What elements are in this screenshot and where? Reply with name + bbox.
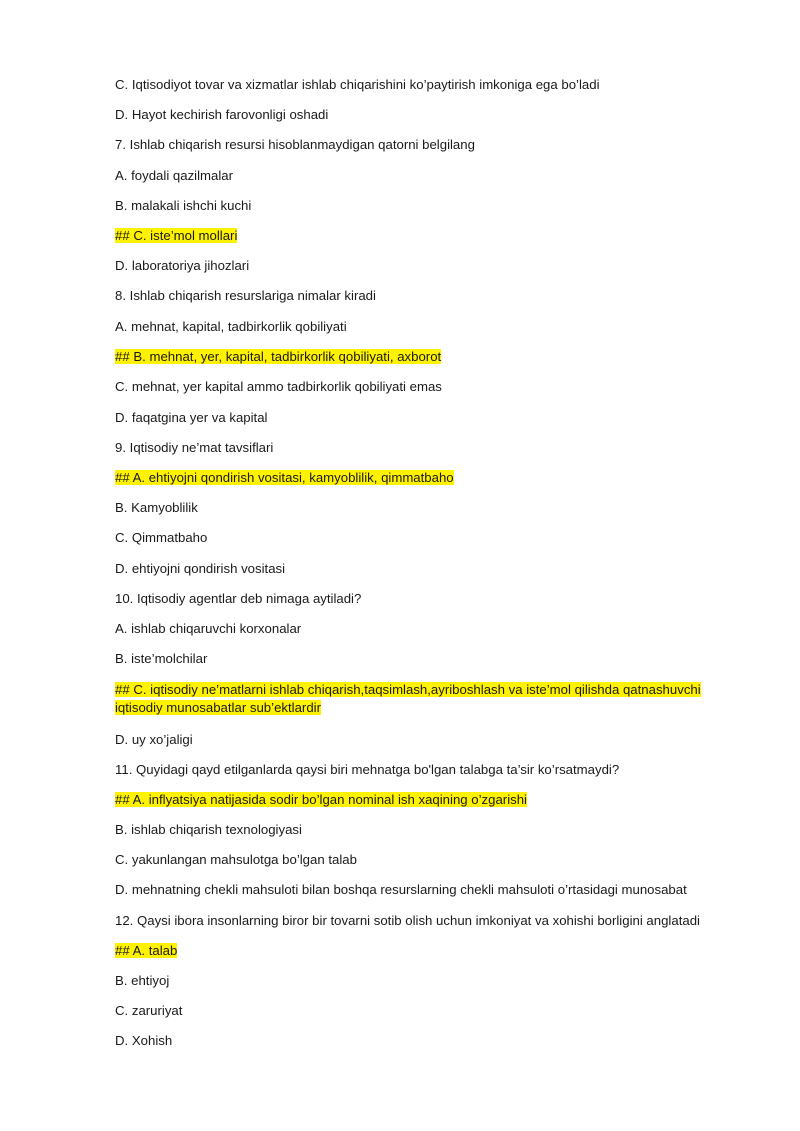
answer-option: C. zaruriyat — [115, 1003, 183, 1018]
answer-option: D. Hayot kechirish farovonligi oshadi — [115, 107, 329, 122]
answer-option: A. mehnat, kapital, tadbirkorlik qobiliyati — [115, 319, 347, 334]
answer-option: D. Xohish — [115, 1033, 173, 1048]
correct-answer: ## A. talab — [115, 943, 178, 958]
answer-option: C. Iqtisodiyot tovar va xizmatlar ishlab chiqarishini ko’paytirish imkoniga ega bo’ladi — [115, 77, 600, 92]
answer-option: A. foydali qazilmalar — [115, 168, 234, 183]
question-text: 8. Ishlab chiqarish resurslariga nimalar kiradi — [115, 288, 376, 303]
answer-option: D. mehnatning chekli mahsuloti bilan boshqa resurslarning chekli mahsuloti o’rtasidagi munosabat — [115, 882, 687, 897]
answer-option: C. mehnat, yer kapital ammo tadbirkorlik qobiliyati emas — [115, 379, 442, 394]
answer-option: D. laboratoriya jihozlari — [115, 258, 250, 273]
answer-option: A. ishlab chiqaruvchi korxonalar — [115, 621, 302, 636]
correct-answer: ## C. iqtisodiy ne’matlarni ishlab chiqarish,taqsimlash,ayriboshlash va iste’mol qilishda qatnashuvchi iqtisodiy munosabatlar sub’ektlardir — [115, 682, 701, 715]
answer-option: C. yakunlangan mahsulotga bo’lgan talab — [115, 852, 357, 867]
answer-option: B. iste’molchilar — [115, 651, 208, 666]
question-text: 9. Iqtisodiy ne’mat tavsiflari — [115, 440, 274, 455]
correct-answer: ## B. mehnat, yer, kapital, tadbirkorlik qobiliyati, axborot — [115, 349, 442, 364]
correct-answer: ## C. iste’mol mollari — [115, 228, 238, 243]
question-text: 11. Quyidagi qayd etilganlarda qaysi biri mehnatga bo'lgan talabga ta’sir ko’rsatmaydi? — [115, 762, 620, 777]
answer-option: B. ehtiyoj — [115, 973, 170, 988]
answer-option: C. Qimmatbaho — [115, 530, 208, 545]
answer-option: B. ishlab chiqarish texnologiyasi — [115, 822, 302, 837]
correct-answer: ## A. inflyatsiya natijasida sodir bo’lgan nominal ish xaqining o’zgarishi — [115, 792, 527, 807]
answer-option: D. uy xo’jaligi — [115, 732, 193, 747]
correct-answer: ## A. ehtiyojni qondirish vositasi, kamyoblilik, qimmatbaho — [115, 470, 454, 485]
question-text: 12. Qaysi ibora insonlarning biror bir tovarni sotib olish uchun imkoniyat va xohishi borligini anglatadi — [115, 913, 700, 928]
question-text: 10. Iqtisodiy agentlar deb nimaga aytiladi? — [115, 591, 362, 606]
answer-option: B. Kamyoblilik — [115, 500, 198, 515]
question-text: 7. Ishlab chiqarish resursi hisoblanmaydigan qatorni belgilang — [115, 137, 475, 152]
answer-option: D. ehtiyojni qondirish vositasi — [115, 561, 286, 576]
answer-option: D. faqatgina yer va kapital — [115, 410, 268, 425]
answer-option: B. malakali ishchi kuchi — [115, 198, 252, 213]
